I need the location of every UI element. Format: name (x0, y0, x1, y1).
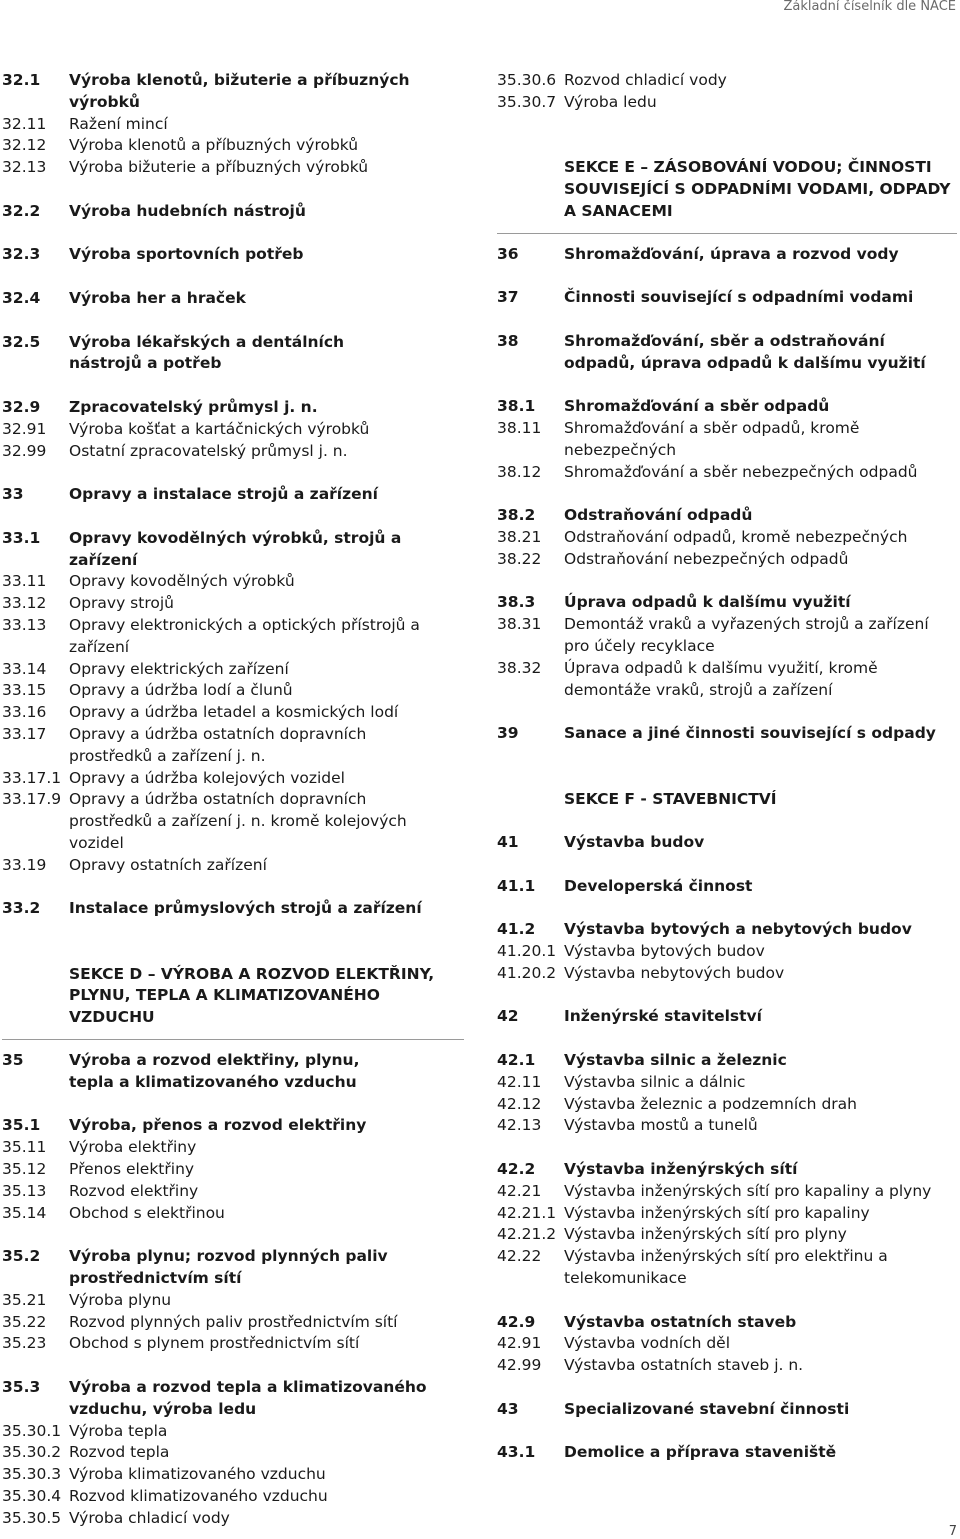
nace-code: 33.17.9 (2, 790, 62, 809)
classification-row (2, 659, 464, 681)
classification-row (497, 963, 957, 985)
nace-label: Obchod s elektřinou (69, 1203, 225, 1222)
nace-code: 32.1 (2, 71, 41, 89)
nace-code: 35.1 (2, 1116, 41, 1135)
nace-code: 32.91 (2, 419, 47, 438)
nace-label: Opravy ostatních zařízení (69, 855, 267, 874)
classification-row (2, 135, 464, 157)
section-heading: SEKCE F - STAVEBNICTVÍ (564, 789, 777, 808)
nace-code: 33.16 (2, 703, 47, 722)
nace-label: Rozvod plynných paliv prostřednictvím sítí (69, 1312, 398, 1331)
classification-row (2, 768, 464, 790)
classification-row (2, 332, 464, 376)
classification-row (2, 528, 464, 572)
classification-row (497, 1312, 957, 1334)
nace-label: Výroba, přenos a rozvod elektřiny (69, 1116, 367, 1135)
nace-label: Specializované stavební činnosti (564, 1399, 850, 1418)
nace-label: Opravy a údržba kolejových vozidel (69, 768, 345, 787)
nace-code: 33.19 (2, 855, 47, 874)
section-heading: SEKCE D – VÝROBA A ROZVOD ELEKTŘINY, PLYNU, TEPLA A KLIMATIZOVANÉHO VZDUCHU (69, 964, 435, 1027)
nace-code: 42.21 (497, 1181, 542, 1200)
classification-row (497, 658, 957, 702)
classification-row (497, 876, 957, 898)
nace-label: Opravy a údržba letadel a kosmických lodí (69, 703, 399, 722)
classification-row (2, 1115, 464, 1137)
nace-label: Výstavba bytových a nebytových budov (564, 920, 912, 939)
nace-code: 35.2 (2, 1247, 41, 1266)
classification-row (2, 1421, 464, 1443)
nace-code: 32.11 (2, 114, 47, 133)
classification-row (2, 157, 464, 179)
classification-row (2, 114, 464, 136)
nace-label: Výroba klenotů a příbuzných výrobků (69, 136, 359, 155)
nace-code: 36 (497, 244, 519, 263)
classification-row (497, 549, 957, 571)
nace-label: Demontáž vraků a vyřazených strojů a zařízení pro účely recyklace (564, 615, 929, 655)
classification-row (2, 789, 464, 854)
nace-code: 33.1 (2, 528, 41, 547)
nace-label: Zpracovatelský průmysl j. n. (69, 397, 318, 416)
classification-row (2, 419, 464, 441)
left-column (2, 70, 464, 1530)
classification-row (2, 1050, 464, 1094)
nace-code: 35.30.1 (2, 1421, 62, 1440)
classification-row (2, 1203, 464, 1225)
nace-code: 35.21 (2, 1290, 47, 1309)
nace-code: 41 (497, 833, 519, 852)
classification-row (2, 1137, 464, 1159)
nace-label: Úprava odpadů k dalšímu využití (564, 593, 851, 612)
nace-label: Ražení mincí (69, 114, 168, 133)
nace-label: Výstavba ostatních staveb (564, 1312, 797, 1331)
nace-code: 33.2 (2, 899, 41, 918)
nace-code: 33.15 (2, 681, 47, 700)
nace-label: Opravy kovodělných výrobků (69, 572, 295, 591)
nace-label: Výstavba silnic a dálnic (564, 1072, 746, 1091)
classification-row (2, 855, 464, 877)
classification-row (2, 201, 464, 223)
classification-row (497, 1159, 957, 1181)
nace-label: Rozvod tepla (69, 1443, 170, 1462)
nace-label: Výroba hudebních nástrojů (69, 201, 306, 220)
nace-code: 42.12 (497, 1094, 542, 1113)
classification-row (2, 1486, 464, 1508)
nace-label: Výroba klenotů, bižuterie a příbuzných výrobků (69, 71, 410, 111)
nace-code: 33.13 (2, 615, 47, 634)
classification-row (2, 1442, 464, 1464)
classification-row (2, 1181, 464, 1203)
nace-code: 38.11 (497, 418, 542, 437)
nace-label: Výroba plynu (69, 1290, 172, 1309)
classification-row (497, 1224, 957, 1246)
classification-row (2, 1508, 464, 1530)
classification-row (2, 702, 464, 724)
nace-label: Developerská činnost (564, 876, 753, 895)
classification-row (497, 505, 957, 527)
classification-row (497, 1115, 957, 1137)
classification-row (2, 615, 464, 659)
nace-code: 38.21 (497, 527, 542, 546)
classification-row (497, 287, 957, 309)
nace-label: Opravy a údržba ostatních dopravních prostředků a zařízení j. n. (69, 724, 367, 765)
nace-code: 43 (497, 1399, 519, 1418)
nace-code: 42.99 (497, 1356, 542, 1375)
nace-code: 41.2 (497, 920, 536, 939)
classification-row (497, 1246, 957, 1290)
nace-label: Úprava odpadů k dalšímu využití, kromě demontáže vraků, strojů a zařízení (564, 658, 878, 699)
nace-code: 37 (497, 288, 519, 307)
nace-code: 33.17 (2, 724, 47, 743)
nace-label: Shromažďování, sběr a odstraňování odpadů, úprava odpadů k dalšímu využití (564, 331, 926, 372)
nace-label: Výstavba inženýrských sítí pro plyny (564, 1225, 847, 1244)
nace-code: 35.30.7 (497, 92, 557, 111)
nace-label: Výstavba inženýrských sítí pro kapaliny a plyny (564, 1181, 932, 1200)
classification-row (2, 571, 464, 593)
classification-row (497, 1399, 957, 1421)
classification-row (497, 396, 957, 418)
nace-code: 38.31 (497, 615, 542, 634)
classification-row (2, 484, 464, 506)
classification-row (2, 593, 464, 615)
section-heading: SEKCE E – ZÁSOBOVÁNÍ VODOU; ČINNOSTI SOUVISEJÍCÍ S ODPADNÍMI VODAMI, ODPADY A SANACEMI (564, 158, 951, 220)
classification-row (2, 441, 464, 463)
nace-label: Výroba plynu; rozvod plynných paliv prostřednictvím sítí (69, 1247, 388, 1288)
classification-row (2, 1312, 464, 1334)
nace-code: 33.12 (2, 594, 47, 613)
nace-code: 42.9 (497, 1312, 536, 1331)
classification-row (497, 1094, 957, 1116)
nace-code: 42.11 (497, 1072, 542, 1091)
classification-row (497, 1006, 957, 1028)
classification-row (497, 527, 957, 549)
classification-row (497, 941, 957, 963)
nace-code: 38.22 (497, 549, 542, 568)
nace-code: 35.13 (2, 1181, 47, 1200)
classification-row (2, 724, 464, 768)
nace-label: Inženýrské stavitelství (564, 1007, 762, 1026)
nace-code: 42 (497, 1007, 519, 1026)
classification-row (2, 1290, 464, 1312)
classification-row (2, 680, 464, 702)
classification-row (497, 418, 957, 462)
nace-code: 38.12 (497, 462, 542, 481)
nace-code: 38.1 (497, 397, 536, 416)
classification-row (2, 1333, 464, 1355)
classification-row (497, 1181, 957, 1203)
classification-row (497, 92, 957, 114)
nace-code: 33 (2, 485, 24, 504)
nace-label: Opravy strojů (69, 594, 174, 613)
classification-row (497, 1333, 957, 1355)
nace-code: 32.5 (2, 332, 41, 351)
nace-label: Odstraňování nebezpečných odpadů (564, 549, 849, 568)
nace-label: Shromažďování a sběr odpadů (564, 397, 830, 416)
nace-code: 42.91 (497, 1334, 542, 1353)
classification-row (497, 592, 957, 614)
right-column (497, 70, 957, 1464)
nace-code: 33.17.1 (2, 768, 62, 787)
classification-row (497, 244, 957, 266)
nace-label: Výstavba budov (564, 833, 705, 852)
nace-label: Opravy a instalace strojů a zařízení (69, 485, 378, 504)
nace-code: 35.30.2 (2, 1443, 62, 1462)
nace-code: 41.20.2 (497, 963, 557, 982)
nace-label: Demolice a příprava staveniště (564, 1443, 837, 1462)
nace-label: Výroba her a hraček (69, 288, 246, 307)
nace-code: 35.12 (2, 1160, 47, 1179)
classification-row (497, 1050, 957, 1072)
classification-row (2, 70, 464, 114)
nace-label: Rozvod klimatizovaného vzduchu (69, 1487, 328, 1505)
nace-code: 35.11 (2, 1138, 47, 1157)
document-header-title: Základní číselník dle NACE (783, 0, 956, 14)
classification-row (2, 397, 464, 419)
nace-code: 42.22 (497, 1247, 542, 1266)
nace-code: 35.23 (2, 1334, 47, 1353)
nace-code: 35.30.5 (2, 1508, 62, 1527)
nace-code: 32.13 (2, 158, 47, 177)
nace-label: Výstavba silnic a železnic (564, 1051, 787, 1070)
nace-code: 32.3 (2, 245, 41, 264)
nace-code: 35.30.4 (2, 1487, 62, 1505)
classification-row (497, 1072, 957, 1094)
classification-row (497, 614, 957, 658)
nace-code: 38.32 (497, 658, 542, 677)
classification-row (497, 331, 957, 375)
nace-label: Výstavba mostů a tunelů (564, 1116, 758, 1135)
nace-code: 41.1 (497, 876, 536, 895)
nace-code: 35.30.3 (2, 1465, 62, 1484)
nace-code: 35.14 (2, 1203, 47, 1222)
classification-row (497, 919, 957, 941)
nace-label: Výstavba ostatních staveb j. n. (564, 1356, 804, 1375)
nace-label: Opravy a údržba lodí a člunů (69, 681, 293, 700)
classification-row (2, 1246, 464, 1290)
nace-code: 35 (2, 1051, 24, 1070)
nace-code: 32.99 (2, 441, 47, 460)
nace-code: 35.30.6 (497, 71, 557, 89)
nace-label: Výstavba železnic a podzemních drah (564, 1094, 857, 1113)
classification-row (2, 1464, 464, 1486)
classification-row (2, 1159, 464, 1181)
nace-code: 42.21.1 (497, 1203, 557, 1222)
nace-label: Přenos elektřiny (69, 1160, 195, 1179)
nace-code: 41.20.1 (497, 942, 557, 961)
nace-label: Výroba ledu (564, 92, 657, 111)
nace-label: Obchod s plynem prostřednictvím sítí (69, 1334, 360, 1353)
nace-code: 43.1 (497, 1443, 536, 1462)
nace-label: Výroba sportovních potřeb (69, 245, 304, 264)
nace-label: Rozvod elektřiny (69, 1181, 199, 1200)
classification-row (2, 244, 464, 266)
nace-code: 38 (497, 331, 519, 350)
nace-label: Opravy elektronických a optických přístrojů a zařízení (69, 615, 420, 656)
classification-row (2, 1377, 464, 1421)
classification-row (497, 1442, 957, 1464)
nace-label: Shromažďování, úprava a rozvod vody (564, 244, 899, 263)
nace-label: Výroba košťat a kartáčnických výrobků (69, 419, 370, 438)
classification-row (497, 1203, 957, 1225)
classification-row (497, 723, 957, 745)
nace-label: Výroba tepla (69, 1421, 168, 1440)
classification-row (497, 1355, 957, 1377)
classification-row (2, 288, 464, 310)
classification-row (2, 898, 464, 920)
nace-code: 32.12 (2, 136, 47, 155)
nace-label: Rozvod chladicí vody (564, 71, 727, 89)
nace-label: Odstraňování odpadů (564, 506, 753, 525)
nace-code: 42.21.2 (497, 1225, 557, 1244)
nace-label: Odstraňování odpadů, kromě nebezpečných (564, 527, 908, 546)
classification-row (497, 832, 957, 854)
nace-label: Výroba elektřiny (69, 1138, 197, 1157)
nace-label: Výstavba inženýrských sítí pro elektřinu a telekomunikace (564, 1247, 888, 1288)
nace-code: 42.2 (497, 1160, 536, 1179)
nace-label: Výroba lékařských a dentálních nástrojů a potřeb (69, 332, 345, 373)
nace-label: Výroba a rozvod elektřiny, plynu, tepla a klimatizovaného vzduchu (69, 1051, 360, 1091)
nace-label: Výstavba inženýrských sítí pro kapaliny (564, 1203, 870, 1222)
page-number: 7 (948, 1524, 957, 1539)
nace-label: Opravy kovodělných výrobků, strojů a zařízení (69, 528, 402, 569)
nace-label: Opravy a údržba ostatních dopravních prostředků a zařízení j. n. kromě kolejových vozidel (69, 790, 407, 852)
nace-label: Výroba chladicí vody (69, 1508, 230, 1527)
section-divider (497, 233, 957, 234)
nace-code: 38.3 (497, 593, 536, 612)
nace-code: 33.14 (2, 659, 47, 678)
nace-label: Ostatní zpracovatelský průmysl j. n. (69, 441, 348, 460)
nace-label: Výroba klimatizovaného vzduchu (69, 1465, 326, 1484)
nace-label: Výroba bižuterie a příbuzných výrobků (69, 158, 369, 177)
classification-row (497, 70, 957, 92)
nace-code: 42.13 (497, 1116, 542, 1135)
nace-label: Opravy elektrických zařízení (69, 659, 289, 678)
nace-label: Výstavba vodních děl (564, 1334, 731, 1353)
nace-code: 42.1 (497, 1051, 536, 1070)
nace-label: Výroba a rozvod tepla a klimatizovaného vzduchu, výroba ledu (69, 1378, 427, 1418)
nace-label: Výstavba bytových budov (564, 942, 765, 961)
nace-code: 39 (497, 724, 519, 743)
nace-code: 35.22 (2, 1312, 47, 1331)
nace-code: 38.2 (497, 506, 536, 525)
nace-label: Instalace průmyslových strojů a zařízení (69, 899, 422, 918)
nace-label: Činnosti související s odpadními vodami (564, 288, 914, 307)
nace-label: Shromažďování a sběr nebezpečných odpadů (564, 462, 918, 481)
classification-row (497, 462, 957, 484)
nace-code: 32.9 (2, 397, 41, 416)
nace-label: Výstavba inženýrských sítí (564, 1160, 798, 1179)
nace-label: Sanace a jiné činnosti související s odpady (564, 724, 936, 743)
nace-code: 32.4 (2, 288, 41, 307)
nace-code: 33.11 (2, 572, 47, 591)
nace-code: 35.3 (2, 1378, 41, 1397)
nace-label: Výstavba nebytových budov (564, 963, 785, 982)
section-divider (2, 1039, 464, 1040)
nace-label: Shromažďování a sběr odpadů, kromě nebezpečných (564, 418, 860, 459)
nace-code: 32.2 (2, 201, 41, 220)
